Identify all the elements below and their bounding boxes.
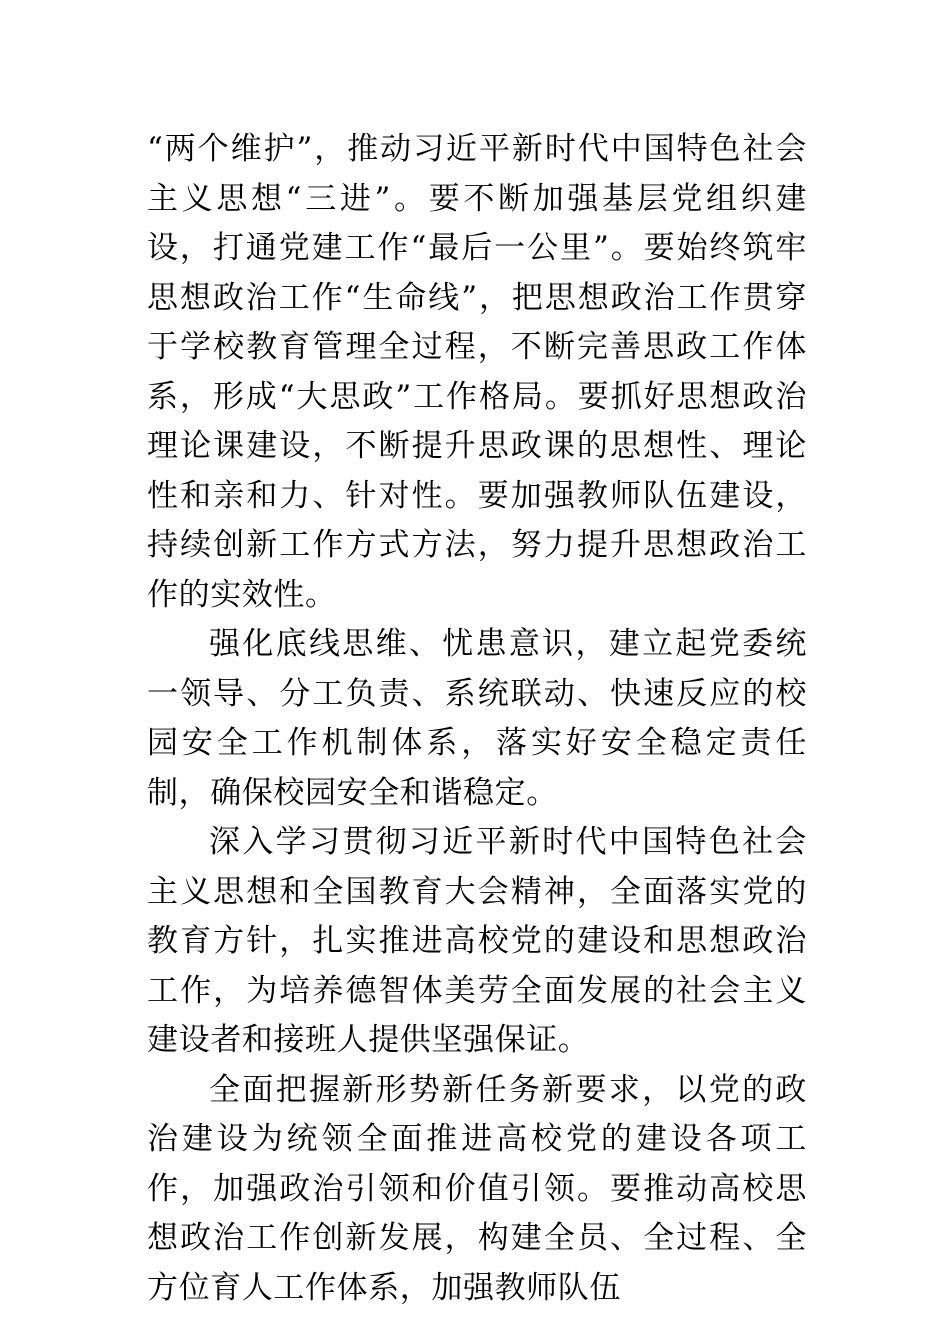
paragraph-continued: “两个维护”，推动习近平新时代中国特色社会主义思想“三进”。要不断加强基层党组织建设，打通党建工作“最后一公里”。要始终筑牢思想政治工作“生命线”，把思想政治工作贯穿于学校教育管理全过程，不断完善思政工作体系，形成“大思政”工作格局。要抓好思想政治理论课建设，不断提升思政课的思想性、理论性和亲和力、针对性。要加强教师队伍建设，持续创新工作方式方法，努力提升思想政治工作的实效性。 xyxy=(147,131,807,613)
paragraph-party-building: 全面把握新形势新任务新要求，以党的政治建设为统领全面推进高校党的建设各项工作，加强政治引领和价值引领。要推动高校思想政治工作创新发展，构建全员、全过程、全方位育人工作体系，加强教师队伍 xyxy=(147,1071,807,1306)
paragraph-study-implementation: 深入学习贯彻习近平新时代中国特色社会主义思想和全国教育大会精神，全面落实党的教育方针，扎实推进高校党的建设和思想政治工作，为培养德智体美劳全面发展的社会主义建设者和接班人提供坚强保证。 xyxy=(147,824,807,1058)
paragraph-campus-safety: 强化底线思维、忧患意识，建立起党委统一领导、分工负责、系统联动、快速反应的校园安全工作机制体系，落实好安全稳定责任制，确保校园安全和谐稳定。 xyxy=(147,626,807,811)
document-body xyxy=(147,125,807,1313)
